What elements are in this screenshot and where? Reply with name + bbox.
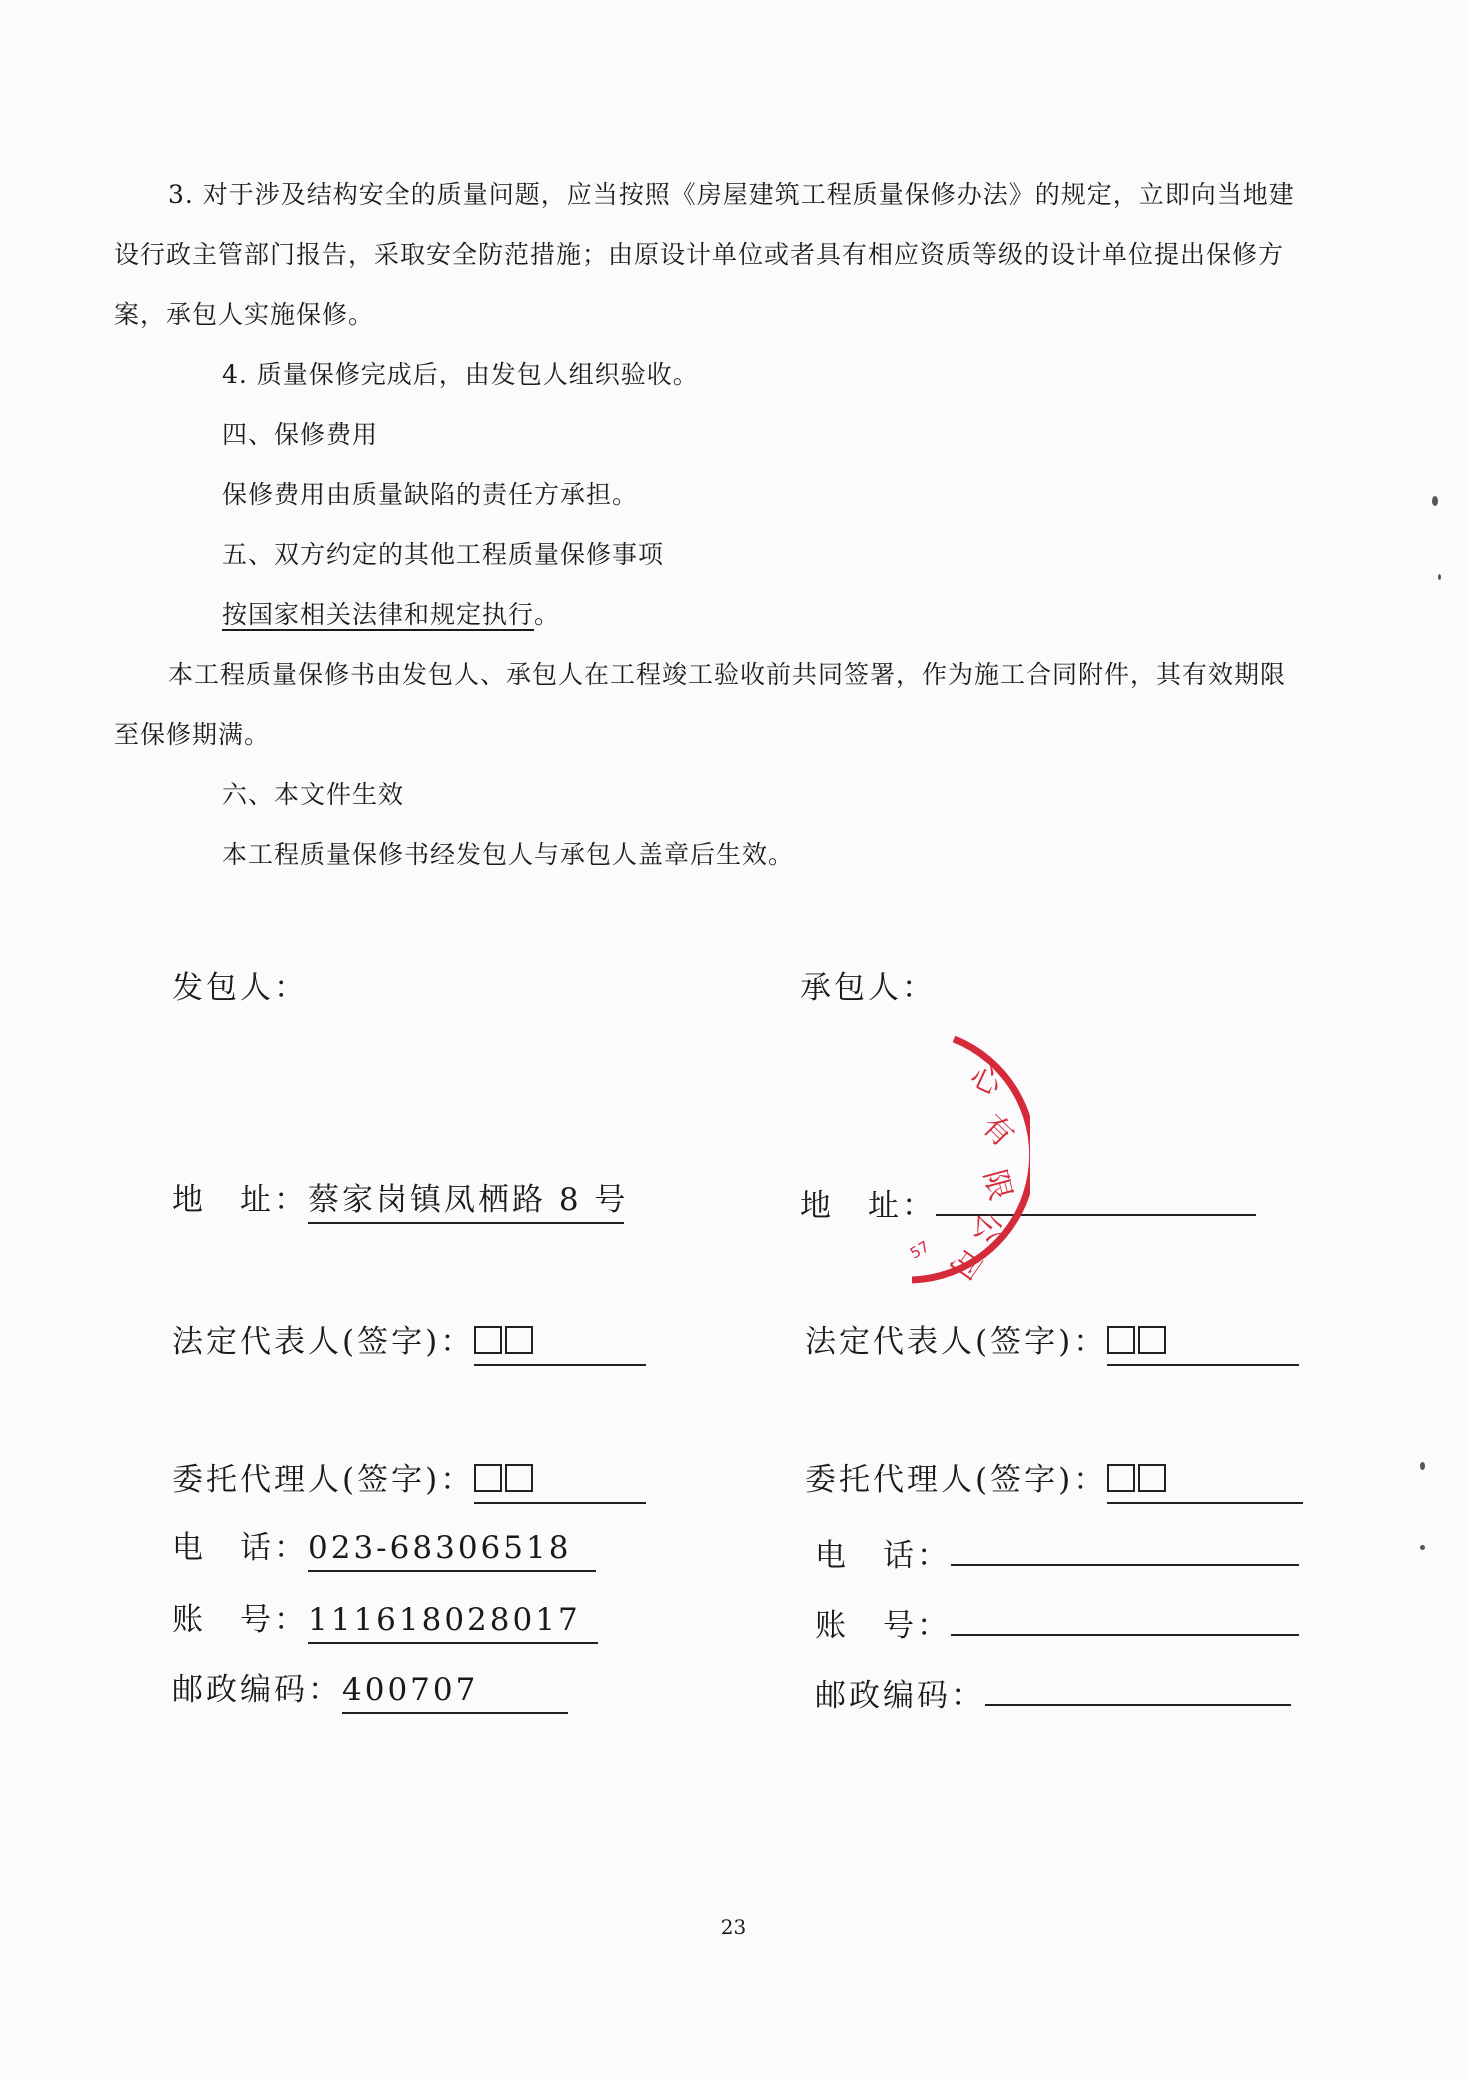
employer-address-value: 蔡家岗镇凤栖路 8 号 [308, 1180, 624, 1224]
signature-box [505, 1326, 533, 1354]
svg-text:限: 限 [976, 1166, 1018, 1205]
heading-6: 六、本文件生效 [222, 780, 405, 809]
employer-account-value: 111618028017 [308, 1600, 598, 1644]
contractor-account-blank [951, 1600, 1299, 1636]
employer-postcode-row [172, 1670, 568, 1714]
employer-rep-label: 法定代表人(签字)： [172, 1324, 475, 1360]
svg-text:司: 司 [942, 1240, 989, 1286]
signature-box [1107, 1464, 1135, 1492]
scan-speck [1420, 1545, 1425, 1550]
svg-text:公: 公 [966, 1209, 1007, 1246]
contractor-phone-label: 电 话： [815, 1538, 951, 1574]
employer-agent-label: 委托代理人(签字)： [172, 1462, 475, 1498]
paragraph-fee: 保修费用由质量缺陷的责任方承担。 [222, 480, 639, 509]
svg-text:心: 心 [964, 1058, 1007, 1103]
underlined-text: 按国家相关法律和规定执行 [222, 600, 535, 629]
seal-text [942, 1059, 1020, 1286]
employer-postcode-label: 邮政编码： [172, 1672, 342, 1708]
contractor-agent-label: 委托代理人(签字)： [805, 1462, 1108, 1498]
paragraph-other: 按国家相关法律和规定执行。 [222, 600, 561, 629]
signature-box [505, 1464, 533, 1492]
contractor-rep-signature [1107, 1322, 1299, 1366]
employer-label: 发包人： [172, 970, 308, 1006]
signature-box [474, 1464, 502, 1492]
signature-box [1138, 1464, 1166, 1492]
employer-phone-row [172, 1528, 596, 1572]
contractor-agent-signature [1107, 1460, 1303, 1504]
signature-box [474, 1326, 502, 1354]
scan-speck [1432, 496, 1438, 506]
contractor-label: 承包人： [800, 970, 936, 1006]
employer-postcode-value: 400707 [342, 1670, 568, 1714]
contractor-rep-row [805, 1322, 1299, 1366]
contractor-phone-row [815, 1530, 1299, 1576]
employer-address-label: 地 址： [172, 1182, 308, 1218]
employer-address-row [172, 1180, 629, 1224]
heading-5: 五、双方约定的其他工程质量保修事项 [222, 540, 665, 569]
employer-rep-signature [474, 1322, 646, 1366]
employer-phone-value: 023-68306518 [308, 1528, 596, 1572]
paragraph-3: 3. 对于涉及结构安全的质量问题，应当按照《房屋建筑工程质量保修办法》的规定，立即向当地建设行政主管部门报告，采取安全防范措施；由原设计单位或者具有相应资质等级的设计单位提出保修方案，承包人实施保修。 [114, 180, 1295, 329]
employer-agent-signature [474, 1460, 646, 1504]
page-number: 23 [720, 1915, 747, 1939]
employer-agent-row [172, 1460, 646, 1504]
employer-rep-row [172, 1322, 646, 1366]
company-seal [880, 1025, 1030, 1295]
contractor-account-row [815, 1600, 1299, 1646]
employer-phone-label: 电 话： [172, 1530, 308, 1566]
contractor-agent-row [805, 1460, 1303, 1504]
paragraph-4: 4. 质量保修完成后，由发包人组织验收。 [222, 360, 699, 389]
contractor-rep-label: 法定代表人(签字)： [805, 1324, 1108, 1360]
contractor-phone-blank [951, 1530, 1299, 1566]
contractor-postcode-blank [985, 1670, 1291, 1706]
svg-text:有: 有 [974, 1107, 1021, 1154]
heading-4: 四、保修费用 [222, 420, 379, 449]
scan-speck [1438, 574, 1441, 580]
contractor-address-label: 地 址： [800, 1188, 936, 1224]
signature-box [1107, 1326, 1135, 1354]
contractor-postcode-row [815, 1670, 1291, 1716]
employer-account-label: 账 号： [172, 1602, 308, 1638]
employer-account-row [172, 1600, 598, 1644]
body-text [114, 165, 1308, 885]
seal-number: 57 [907, 1237, 933, 1263]
contractor-postcode-label: 邮政编码： [815, 1678, 985, 1714]
signature-box [1138, 1326, 1166, 1354]
paragraph-effective: 本工程质量保修书经发包人与承包人盖章后生效。 [222, 840, 795, 869]
scan-speck [1420, 1462, 1425, 1470]
paragraph-validity: 本工程质量保修书由发包人、承包人在工程竣工验收前共同签署，作为施工合同附件，其有效期限至保修期满。 [114, 660, 1287, 749]
contractor-account-label: 账 号： [815, 1608, 951, 1644]
